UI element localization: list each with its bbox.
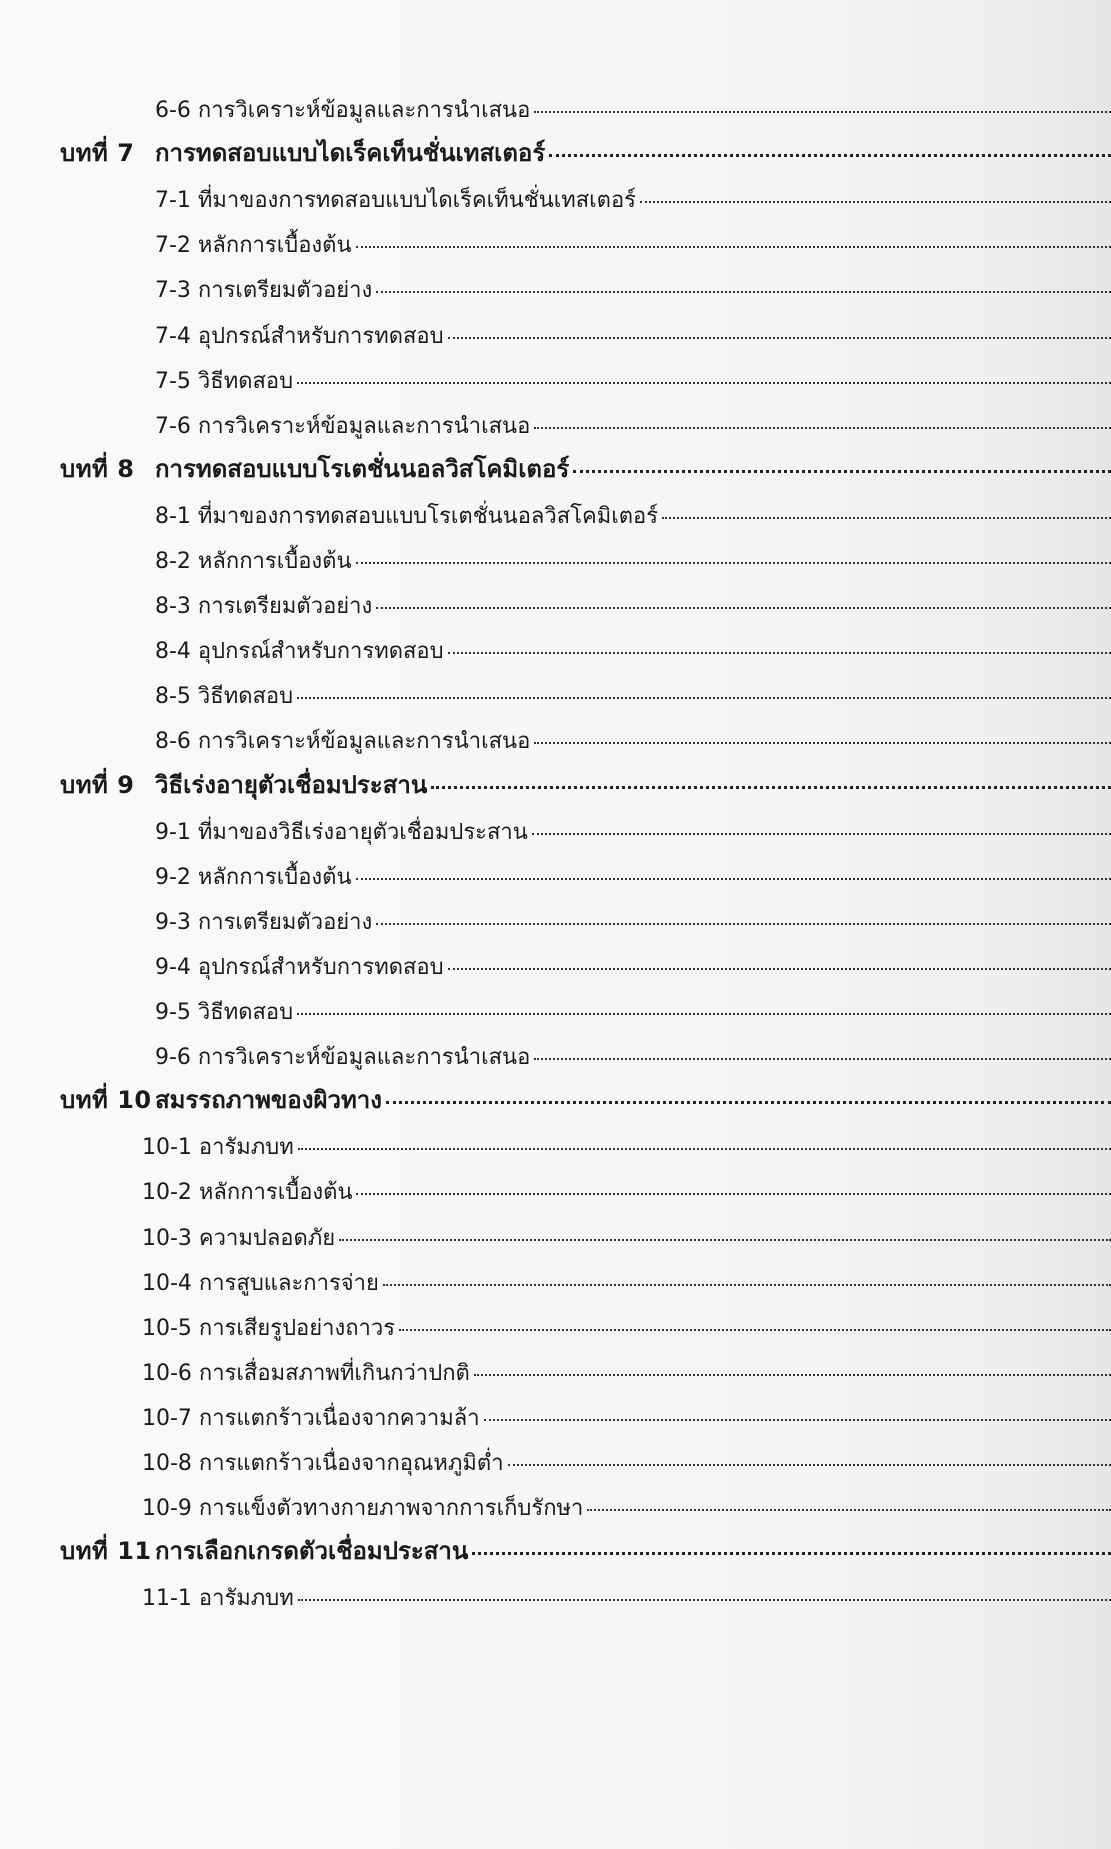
dot-leader [376, 291, 1111, 293]
dot-leader [448, 652, 1111, 654]
section-title: 8-2 หลักการเบื้องต้น [155, 549, 352, 574]
section-entry [155, 182, 1111, 217]
toc-chapter-row [0, 1085, 1111, 1125]
section-title: 10-3 ความปลอดภัย [142, 1225, 336, 1251]
chapter-title: วิธีเร่งอายุตัวเชื่อมประสาน [155, 770, 428, 799]
dot-leader [532, 833, 1111, 835]
section-entry [142, 1129, 1111, 1164]
dot-leader [549, 154, 1111, 157]
section-entry [155, 227, 1111, 262]
toc-section-row [0, 183, 1111, 223]
section-title: 10-7 การแตกร้าวเนื่องจากความล้า [142, 1405, 480, 1431]
dot-leader [484, 1419, 1111, 1421]
dot-leader [356, 246, 1111, 248]
toc-section-row [0, 364, 1111, 404]
dot-leader [297, 1013, 1111, 1015]
dot-leader [448, 968, 1111, 970]
toc-section-row [0, 93, 1111, 133]
section-title: 10-1 อารัมภบท [142, 1135, 294, 1161]
section-title: 10-4 การสูบและการจ่าย [142, 1270, 379, 1296]
toc-section-row [0, 634, 1111, 674]
dot-leader [376, 607, 1111, 609]
section-title: 8-5 วิธีทดสอบ [155, 684, 294, 710]
section-title: 10-8 การแตกร้าวเนื่องจากอุณหภูมิต่ำ [142, 1451, 504, 1476]
section-entry [155, 363, 1111, 398]
dot-leader [534, 111, 1111, 113]
section-entry [155, 633, 1111, 668]
toc-section-row [0, 1491, 1111, 1531]
chapter-entry [155, 1531, 1111, 1570]
chapter-label: บทที่ 10 [60, 1086, 152, 1115]
toc-section-row [0, 679, 1111, 719]
section-entry [155, 723, 1111, 758]
dot-leader [587, 1509, 1111, 1511]
section-title: 7-6 การวิเคราะห์ข้อมูลและการนำเสนอ [155, 413, 531, 439]
dot-leader [339, 1239, 1111, 1241]
dot-leader [474, 1374, 1111, 1376]
section-title: 11-1 อารัมภบท [142, 1586, 294, 1612]
dot-leader [356, 562, 1111, 564]
section-entry [155, 949, 1111, 984]
dot-leader [448, 337, 1111, 339]
section-entry [142, 1265, 1111, 1300]
chapter-title: การเลือกเกรดตัวเชื่อมประสาน [155, 1537, 469, 1566]
section-title: 10-2 หลักการเบื้องต้น [142, 1180, 353, 1206]
section-title: 9-1 ที่มาของวิธีเร่งอายุตัวเชื่อมประสาน [155, 819, 528, 845]
toc-chapter-row [0, 770, 1111, 810]
toc-section-row [0, 228, 1111, 268]
section-title: 9-6 การวิเคราะห์ข้อมูลและการนำเสนอ [155, 1045, 531, 1071]
chapter-label: บทที่ 7 [60, 139, 135, 168]
toc-section-row [0, 1175, 1111, 1215]
chapter-entry [155, 1080, 1111, 1119]
toc-section-row [0, 1040, 1111, 1080]
section-entry [155, 318, 1111, 353]
section-title: 7-5 วิธีทดสอบ [155, 368, 294, 394]
dot-leader [356, 878, 1111, 880]
section-entry [155, 543, 1111, 578]
toc-section-row [0, 815, 1111, 855]
dot-leader [297, 382, 1111, 384]
section-entry [142, 1490, 1111, 1525]
toc-section-row [0, 1446, 1111, 1486]
dot-leader [640, 201, 1111, 203]
section-title: 9-4 อุปกรณ์สำหรับการทดสอบ [155, 954, 444, 980]
section-entry [142, 1355, 1111, 1390]
toc-section-row [0, 860, 1111, 900]
dot-leader [662, 517, 1111, 519]
section-entry [142, 1400, 1111, 1435]
section-entry [155, 904, 1111, 939]
dot-leader [376, 923, 1111, 925]
toc-section-row [0, 995, 1111, 1035]
dot-leader [534, 427, 1111, 429]
dot-leader [472, 1552, 1111, 1555]
toc-section-row [0, 1401, 1111, 1441]
toc-section-row [0, 1581, 1111, 1621]
dot-leader [534, 1058, 1111, 1060]
toc-section-row [0, 1311, 1111, 1351]
dot-leader [298, 1148, 1111, 1150]
section-title: 8-3 การเตรียมตัวอย่าง [155, 594, 373, 620]
section-entry [155, 994, 1111, 1029]
section-title: 7-1 ที่มาของการทดสอบแบบไดเร็คเท็นชั่นเทสเตอร์ [155, 188, 636, 214]
dot-leader [534, 742, 1111, 744]
chapter-label: บทที่ 11 [60, 1537, 152, 1566]
section-title: 10-9 การแข็งตัวทางกายภาพจากการเก็บรักษา [142, 1496, 584, 1522]
section-entry [155, 678, 1111, 713]
section-title: 9-5 วิธีทดสอบ [155, 1000, 294, 1025]
section-entry [142, 1310, 1111, 1345]
section-title: 9-2 หลักการเบื้องต้น [155, 864, 352, 890]
section-entry [155, 814, 1111, 849]
section-entry [155, 272, 1111, 307]
dot-leader [399, 1329, 1111, 1331]
dot-leader [508, 1464, 1111, 1466]
toc-section-row [0, 724, 1111, 764]
section-entry [142, 1445, 1111, 1480]
dot-leader [383, 1284, 1111, 1286]
section-title: 7-2 หลักการเบื้องต้น [155, 233, 352, 259]
section-title: 8-6 การวิเคราะห์ข้อมูลและการนำเสนอ [155, 729, 531, 755]
toc-section-row [0, 905, 1111, 945]
chapter-label: บทที่ 9 [60, 770, 135, 799]
dot-leader [573, 470, 1111, 473]
section-entry [142, 1580, 1111, 1615]
section-entry [155, 92, 1111, 127]
section-title: 7-3 การเตรียมตัวอย่าง [155, 278, 373, 304]
chapter-title: การทดสอบแบบโรเตชั่นนอลวิสโคมิเตอร์ [155, 454, 570, 483]
section-title: 6-6 การวิเคราะห์ข้อมูลและการนำเสนอ [155, 98, 531, 123]
toc-section-row [0, 273, 1111, 313]
chapter-title: สมรรถภาพของผิวทาง [155, 1086, 382, 1115]
toc-section-row [0, 1130, 1111, 1170]
section-entry [155, 408, 1111, 443]
toc-section-row [0, 544, 1111, 584]
section-entry [155, 1039, 1111, 1074]
section-title: 7-4 อุปกรณ์สำหรับการทดสอบ [155, 323, 444, 349]
section-entry [155, 859, 1111, 894]
dot-leader [431, 786, 1111, 789]
section-entry [142, 1220, 1111, 1255]
section-entry [155, 498, 1111, 533]
chapter-entry [155, 133, 1111, 172]
dot-leader [297, 697, 1111, 699]
section-entry [155, 588, 1111, 623]
section-title: 10-6 การเสื่อมสภาพที่เกินกว่าปกติ [142, 1360, 470, 1386]
section-title: 10-5 การเสียรูปอย่างถาวร [142, 1315, 396, 1341]
toc-section-row [0, 1221, 1111, 1261]
chapter-entry [155, 765, 1111, 804]
chapter-entry [155, 449, 1111, 488]
dot-leader [356, 1193, 1111, 1195]
section-title: 8-1 ที่มาของการทดสอบแบบโรเตชั่นนอลวิสโคมิเตอร์ [155, 503, 659, 529]
toc-section-row [0, 589, 1111, 629]
toc-section-row [0, 319, 1111, 359]
toc-chapter-row [0, 1536, 1111, 1576]
toc-section-row [0, 499, 1111, 539]
chapter-title: การทดสอบแบบไดเร็คเท็นชั่นเทสเตอร์ [155, 139, 546, 168]
toc-section-row [0, 409, 1111, 449]
dot-leader [386, 1101, 1111, 1104]
toc-section-row [0, 1356, 1111, 1396]
section-title: 9-3 การเตรียมตัวอย่าง [155, 909, 373, 935]
chapter-label: บทที่ 8 [60, 454, 135, 483]
toc-chapter-row [0, 138, 1111, 178]
section-title: 8-4 อุปกรณ์สำหรับการทดสอบ [155, 639, 444, 665]
dot-leader [298, 1599, 1111, 1601]
section-entry [142, 1174, 1111, 1209]
toc-section-row [0, 1266, 1111, 1306]
toc-chapter-row [0, 454, 1111, 494]
toc-section-row [0, 950, 1111, 990]
